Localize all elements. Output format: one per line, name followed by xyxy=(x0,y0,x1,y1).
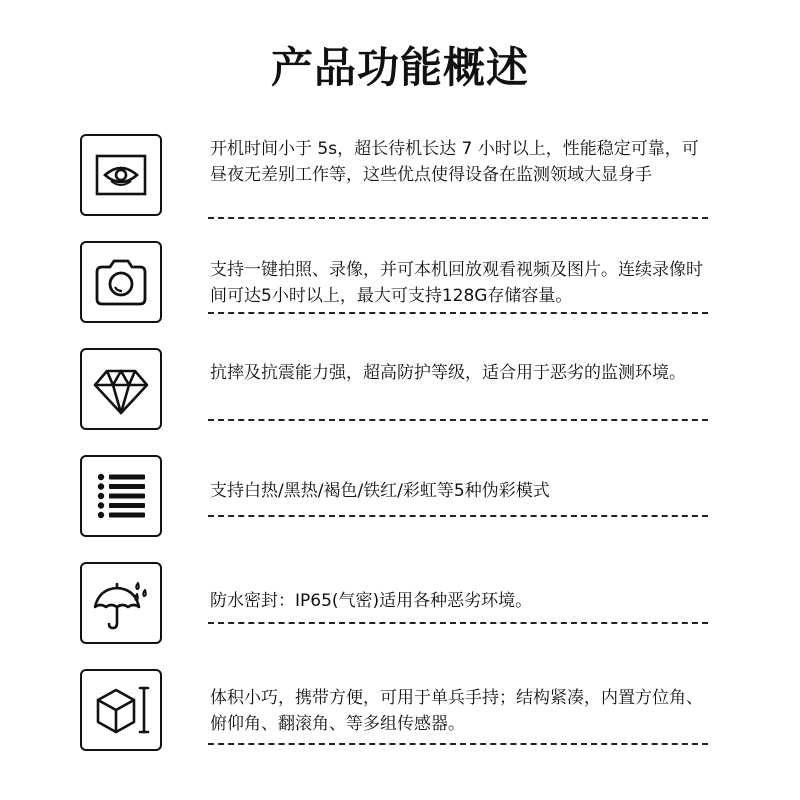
divider xyxy=(208,743,708,745)
feature-text: 抗摔及抗震能力强，超高防护等级，适合用于恶劣的监测环境。 xyxy=(210,363,686,383)
divider xyxy=(208,217,708,219)
feature-text: 支持白热/黑热/褐色/铁红/彩虹等5种伪彩模式 xyxy=(210,481,550,501)
camera-icon xyxy=(80,241,162,323)
feature-item-camera xyxy=(0,241,800,331)
list-icon xyxy=(80,455,162,537)
eye-icon xyxy=(80,134,162,216)
feature-text: 支持一键拍照、录像，并可本机回放观看视频及图片。连续录像时间可达5小时以上，最大可支持128G存储容量。 xyxy=(210,260,703,306)
divider xyxy=(208,515,708,517)
umbrella-icon xyxy=(80,562,162,644)
feature-item-colormodes xyxy=(0,455,800,545)
feature-text: 体积小巧，携带方便，可用于单兵手持；结构紧凑，内置方位角、俯仰角、翻滚角、等多组传感器。 xyxy=(210,688,703,734)
divider xyxy=(208,312,708,314)
feature-item-durability xyxy=(0,348,800,438)
divider xyxy=(208,419,708,421)
cube-icon xyxy=(80,669,162,751)
feature-text: 防水密封：IP65(气密)适用各种恶劣环境。 xyxy=(210,591,533,611)
feature-item-compact xyxy=(0,669,800,759)
feature-item-startup xyxy=(0,134,800,224)
diamond-icon xyxy=(80,348,162,430)
feature-item-waterproof xyxy=(0,562,800,652)
page-title: 产品功能概述 xyxy=(270,43,529,92)
divider xyxy=(208,622,708,624)
feature-text: 开机时间小于 5s，超长待机长达 7 小时以上，性能稳定可靠，可昼夜无差别工作等，这些优点使得设备在监测领域大显身手 xyxy=(210,139,699,185)
